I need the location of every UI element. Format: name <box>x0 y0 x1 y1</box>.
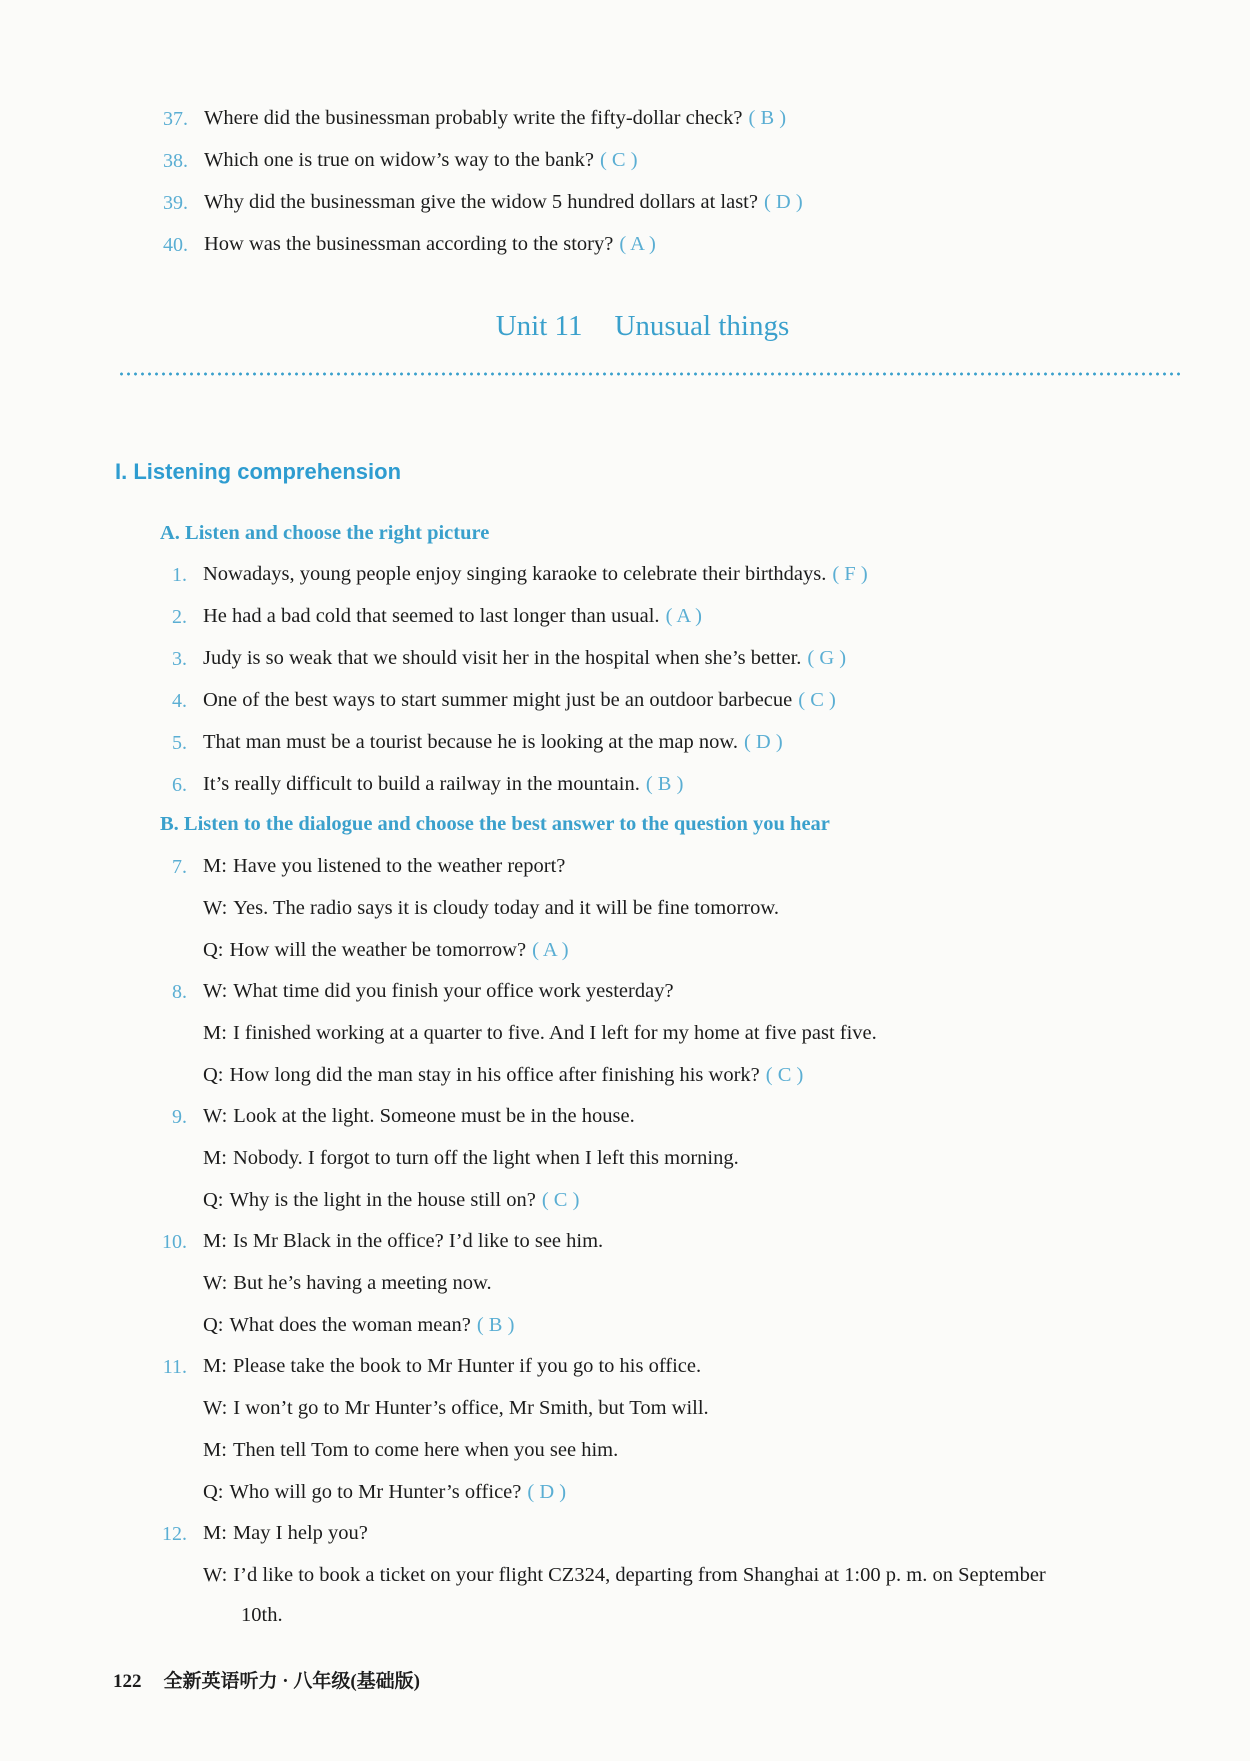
question-text: One of the best ways to start summer might just be an outdoor barbecue ( C ) <box>203 689 836 711</box>
answer: ( A ) <box>665 605 703 627</box>
unit-title: Unit 11 Unusual things <box>495 310 790 342</box>
page-footer <box>113 1666 420 1693</box>
question-text: How was the businessman according to the story? ( A ) <box>204 233 656 255</box>
dialogue-line: M: I finished working at a quarter to five. And I left for my home at five past five. <box>203 1022 877 1044</box>
answer: ( D ) <box>763 191 803 213</box>
answer: ( A ) <box>532 939 569 961</box>
dialogue-line: M: Please take the book to Mr Hunter if you go to his office. <box>203 1355 702 1377</box>
dialogue-line: W: I won’t go to Mr Hunter’s office, Mr Smith, but Tom will. <box>203 1397 709 1419</box>
answer: ( C ) <box>541 1189 580 1211</box>
question-text: Where did the businessman probably write the fifty-dollar check? ( B ) <box>204 107 787 129</box>
question-text: That man must be a tourist because he is looking at the map now. ( D ) <box>203 731 783 753</box>
dialogue-line: Q: What does the woman mean? ( B ) <box>203 1314 515 1336</box>
question-number: 3. <box>172 648 187 670</box>
answer: ( B ) <box>748 107 787 129</box>
dialogue-line: W: Yes. The radio says it is cloudy today and it will be fine tomorrow. <box>203 897 779 919</box>
question-number: 6. <box>172 774 187 796</box>
answer: ( A ) <box>619 233 656 255</box>
dialogue-line: W: Look at the light. Someone must be in the house. <box>203 1105 635 1127</box>
question-number: 5. <box>172 732 187 754</box>
dialogue-line: M: Is Mr Black in the office? I’d like to see him. <box>203 1230 604 1252</box>
question-number: 1. <box>172 564 187 586</box>
question-number: 12. <box>162 1523 187 1545</box>
part-b-title: B. Listen to the dialogue and choose the best answer to the question you hear <box>160 813 830 835</box>
question-number: 2. <box>172 606 187 628</box>
question-number: 38. <box>163 150 188 172</box>
dialogue-line: W: I’d like to book a ticket on your flight CZ324, departing from Shanghai at 1:00 p. m. on September <box>203 1564 1046 1586</box>
dialogue-line: M: Then tell Tom to come here when you see him. <box>203 1439 619 1461</box>
dotted-divider <box>118 372 1183 376</box>
question-number: 11. <box>162 1356 187 1378</box>
question-number: 4. <box>172 690 187 712</box>
question-number: 37. <box>163 108 188 130</box>
question-text: Which one is true on widow’s way to the bank? ( C ) <box>204 149 638 171</box>
question-text: He had a bad cold that seemed to last longer than usual. ( A ) <box>203 605 703 627</box>
answer: ( B ) <box>645 773 684 795</box>
page-number: 122 <box>113 1671 142 1692</box>
dialogue-line: Q: Who will go to Mr Hunter’s office? ( D ) <box>203 1481 567 1503</box>
answer: ( G ) <box>807 647 847 669</box>
question-number: 10. <box>162 1231 187 1253</box>
answer: ( C ) <box>765 1064 804 1086</box>
question-number: 40. <box>163 234 188 256</box>
question-text: It’s really difficult to build a railway in the mountain. ( B ) <box>203 773 684 795</box>
question-number: 8. <box>172 981 187 1003</box>
dialogue-line: W: But he’s having a meeting now. <box>203 1272 492 1294</box>
book-title: 全新英语听力 · 八年级(基础版) <box>163 1671 420 1692</box>
dialogue-line: M: Nobody. I forgot to turn off the light when I left this morning. <box>203 1147 739 1169</box>
dialogue-line: M: Have you listened to the weather report? <box>203 855 566 877</box>
answer: ( C ) <box>798 689 836 711</box>
section-title: I. Listening comprehension <box>115 459 402 484</box>
answer: ( D ) <box>527 1481 567 1503</box>
question-text: Nowadays, young people enjoy singing karaoke to celebrate their birthdays. ( F ) <box>203 563 868 585</box>
dialogue-line: W: What time did you finish your office work yesterday? <box>203 980 674 1002</box>
question-text: Judy is so weak that we should visit her in the hospital when she’s better. ( G ) <box>203 647 847 669</box>
dialogue-line: Q: How will the weather be tomorrow? ( A ) <box>203 939 569 961</box>
dialogue-line: 10th. <box>241 1604 283 1626</box>
question-number: 9. <box>172 1106 187 1128</box>
question-number: 7. <box>172 856 187 878</box>
question-number: 39. <box>163 192 188 214</box>
answer: ( F ) <box>832 563 868 585</box>
answer: ( C ) <box>599 149 638 171</box>
part-a-title: A. Listen and choose the right picture <box>160 522 490 544</box>
answer: ( B ) <box>476 1314 515 1336</box>
dialogue-line: M: May I help you? <box>203 1522 368 1544</box>
dialogue-line: Q: How long did the man stay in his office after finishing his work? ( C ) <box>203 1064 804 1086</box>
dialogue-line: Q: Why is the light in the house still on? ( C ) <box>203 1189 580 1211</box>
answer: ( D ) <box>743 731 783 753</box>
question-text: Why did the businessman give the widow 5 hundred dollars at last? ( D ) <box>204 191 803 213</box>
